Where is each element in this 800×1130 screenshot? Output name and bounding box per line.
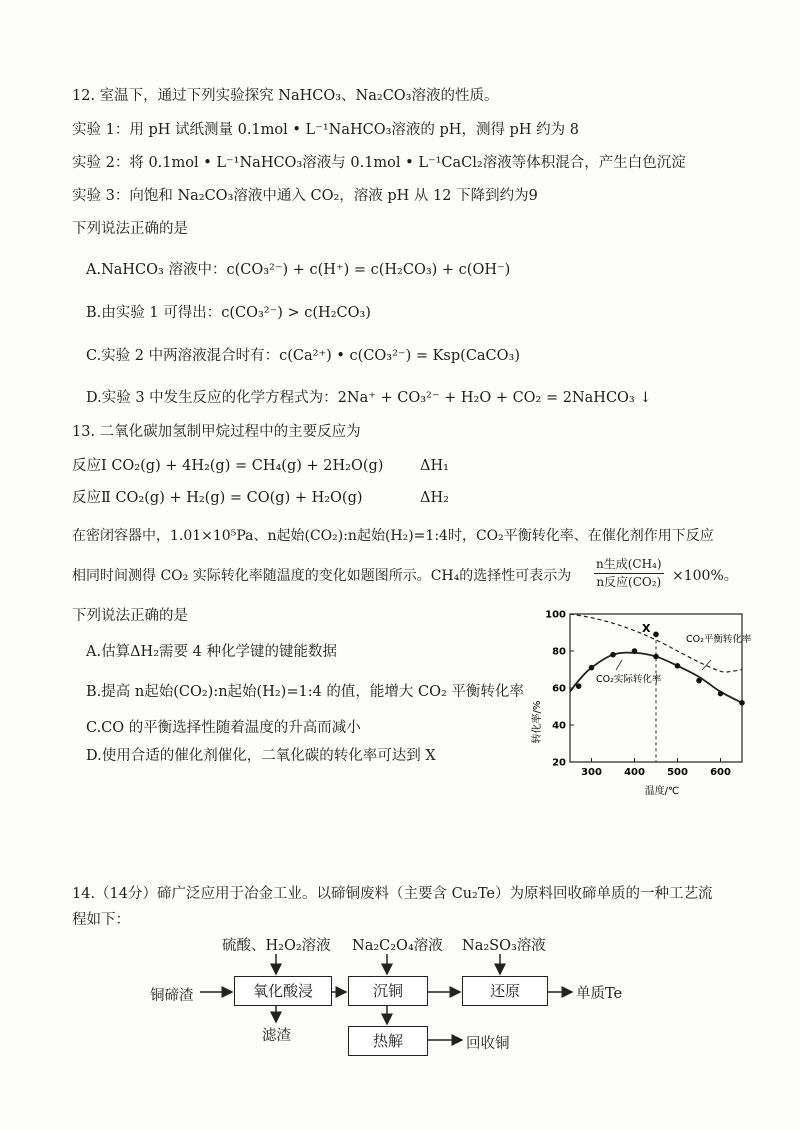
- output-2-label: 回收铜: [466, 1036, 510, 1052]
- q13-option-c: C.CO 的平衡选择性随着温度的升高而减小: [86, 720, 361, 736]
- q12-stem: 12. 室温下，通过下列实验探究 NaHCO₃、Na₂CO₃溶液的性质。: [72, 88, 499, 104]
- ch4-selectivity-fraction: [594, 556, 664, 591]
- flow-box-oxidation-leach: 氧化酸浸: [234, 976, 332, 1006]
- reagent-2-label: Na₂C₂O₄溶液: [352, 938, 443, 954]
- actual-data-point: [739, 700, 745, 706]
- q13-option-d: D.使用合适的催化剂催化，二氧化碳的转化率可达到 X: [86, 748, 436, 764]
- y-tick-label: 20: [552, 757, 566, 769]
- x-axis-label: 温度/℃: [644, 786, 680, 797]
- x-tick-label: 400: [624, 767, 645, 778]
- flow-box-reduction: 还原: [462, 976, 548, 1006]
- actual-label-leader: [616, 660, 622, 670]
- q13-prompt: 下列说法正确的是: [72, 608, 188, 624]
- q12-option-c: C.实验 2 中两溶液混合时有：c(Ca²⁺) • c(CO₃²⁻) = Ksp(CaCO₃): [86, 348, 521, 364]
- flow-box-copper-precipitation: 沉铜: [348, 976, 428, 1006]
- actual-data-point: [675, 663, 681, 669]
- actual-series-label: CO₂实际转化率: [596, 674, 662, 685]
- x-tick-label: 300: [581, 767, 602, 778]
- y-axis-label: 转化率/%: [532, 700, 543, 744]
- q13-condition-1: 在密闭容器中，1.01×10⁵Pa、n起始(CO₂):n起始(H₂)=1:4时，CO₂平衡转化率、在催化剂作用下反应: [72, 528, 714, 544]
- actual-data-point: [576, 683, 582, 689]
- equilibrium-label-leader: [702, 660, 711, 670]
- q13-reaction-2-dh: ΔH₂: [420, 490, 449, 506]
- actual-data-point: [610, 652, 616, 658]
- actual-data-point: [718, 691, 724, 697]
- y-tick-label: 80: [552, 646, 566, 658]
- fraction-tail: ×100%。: [672, 568, 738, 584]
- q12-option-a: A.NaHCO₃ 溶液中：c(CO₃²⁻) + c(H⁺) = c(H₂CO₃) + c(OH⁻): [86, 262, 511, 278]
- q13-reaction-1: 反应Ⅰ CO₂(g) + 4H₂(g) = CH₄(g) + 2H₂O(g): [72, 458, 384, 474]
- actual-data-point: [696, 678, 702, 684]
- actual-data-point: [653, 654, 659, 660]
- q12-exp2: 实验 2：将 0.1mol • L⁻¹NaHCO₃溶液与 0.1mol • L⁻¹CaCl₂溶液等体积混合，产生白色沉淀: [72, 155, 686, 171]
- flow-box-pyrolysis: 热解: [348, 1026, 428, 1056]
- conversion-chart: [526, 604, 752, 804]
- q12-exp3: 实验 3：向饱和 Na₂CO₃溶液中通入 CO₂，溶液 pH 从 12 下降到约为9: [72, 188, 538, 204]
- reagent-1-label: 硫酸、H₂O₂溶液: [222, 938, 331, 954]
- q13-reaction-2: 反应Ⅱ CO₂(g) + H₂(g) = CO(g) + H₂O(g): [72, 490, 363, 506]
- q13-option-a: A.估算ΔH₂需要 4 种化学键的键能数据: [86, 644, 337, 660]
- q13-option-b: B.提高 n起始(CO₂):n起始(H₂)=1:4 的值，能增大 CO₂ 平衡转化率: [86, 684, 524, 700]
- x-tick-label: 500: [667, 767, 688, 778]
- output-label: 单质Te: [576, 986, 623, 1002]
- fraction-numerator: n生成(CH₄): [594, 556, 664, 574]
- actual-data-point: [589, 665, 595, 671]
- input-label: 铜碲渣: [150, 988, 194, 1004]
- q13-reaction-1-dh: ΔH₁: [420, 458, 449, 474]
- q14-stem-line-2: 程如下：: [72, 912, 130, 928]
- residue-label: 滤渣: [262, 1028, 291, 1044]
- point-x-label: X: [642, 622, 651, 635]
- q12-prompt: 下列说法正确的是: [72, 221, 188, 237]
- fraction-denominator: n反应(CO₂): [596, 575, 662, 589]
- equilibrium-series-label: CO₂平衡转化率: [686, 634, 752, 645]
- y-tick-label: 40: [552, 720, 566, 732]
- q12-exp1: 实验 1：用 pH 试纸测量 0.1mol • L⁻¹NaHCO₃溶液的 pH，测得 pH 约为 8: [72, 122, 579, 138]
- y-tick-label: 60: [552, 683, 566, 695]
- q12-option-b: B.由实验 1 可得出：c(CO₃²⁻) > c(H₂CO₃): [86, 305, 371, 321]
- reagent-3-label: Na₂SO₃溶液: [462, 938, 546, 954]
- actual-data-point: [632, 648, 638, 654]
- q12-option-d: D.实验 3 中发生反应的化学方程式为：2Na⁺ + CO₃²⁻ + H₂O + CO₂ = 2NaHCO₃ ↓: [86, 390, 652, 406]
- q13-stem: 13. 二氧化碳加氢制甲烷过程中的主要反应为: [72, 424, 361, 440]
- y-tick-label: 100: [545, 609, 566, 621]
- q13-condition-2: 相同时间测得 CO₂ 实际转化率随温度的变化如题图所示。CH₄的选择性可表示为: [72, 568, 572, 584]
- q14-stem-line-1: 14.（14分）碲广泛应用于冶金工业。以碲铜废料（主要含 Cu₂Te）为原料回收碲单质的一种工艺流: [72, 886, 713, 902]
- x-tick-label: 600: [710, 767, 731, 778]
- point-x-marker: [653, 632, 659, 638]
